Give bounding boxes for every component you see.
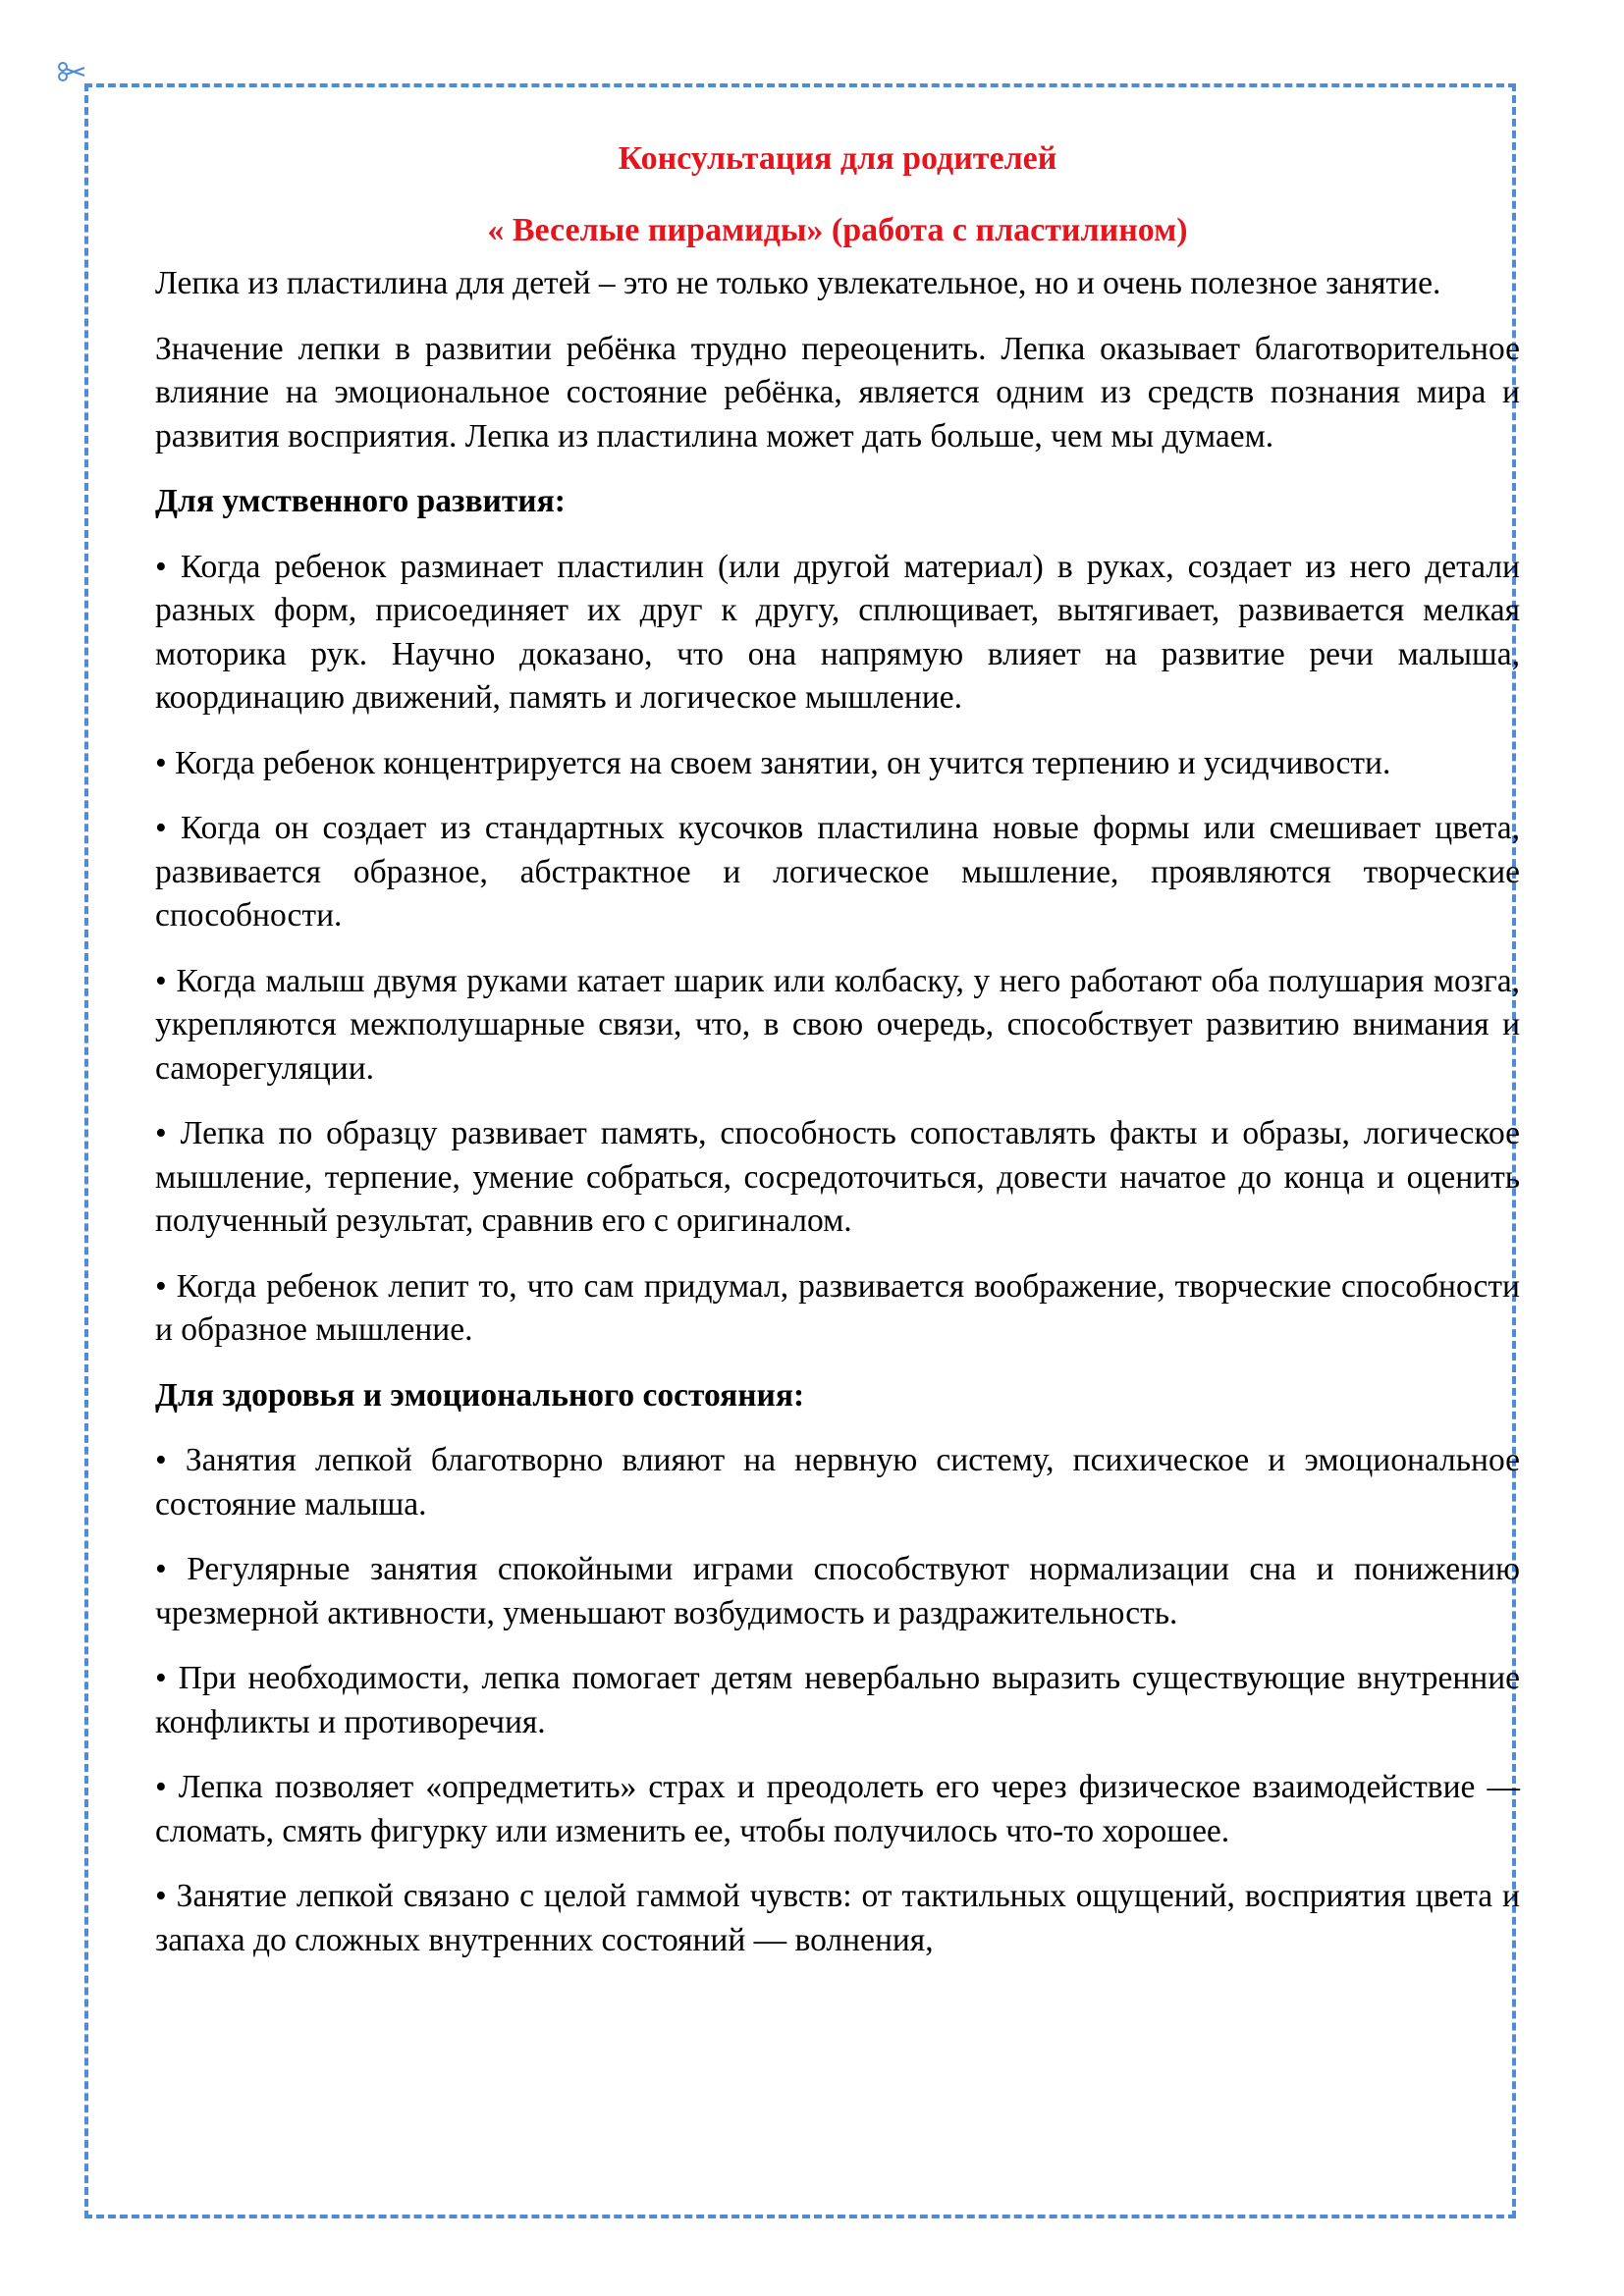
list-item: • Когда малыш двумя руками катает шарик или колбаску, у него работают оба полушария мозга, укрепляются межполушарные связи, что, в свою очередь, способствует развитию внимания и саморегуляции. <box>155 962 1520 1087</box>
section-heading-mental: Для умственного развития: <box>155 483 566 519</box>
list-item: • Лепка по образцу развивает память, способность сопоставлять факты и образы, логическое мышление, терпение, умение собраться, сосредоточиться, довести начатое до конца и оценить полученный результат, сравнив его с оригиналом. <box>155 1115 1520 1239</box>
scissors-icon <box>57 61 86 82</box>
intro-paragraph: Лепка из пластилина для детей – это не только увлекательное, но и очень полезное занятие. <box>155 265 1441 301</box>
list-item: • Когда ребенок концентрируется на своем занятии, он учится терпению и усидчивости. <box>155 744 1391 781</box>
list-item: • При необходимости, лепка помогает детям невербально выразить существующие внутренние конфликты и противоречия. <box>155 1660 1520 1740</box>
list-item: • Занятие лепкой связано с целой гаммой чувств: от тактильных ощущений, восприятия цвета и запаха до сложных внутренних состояний — волнения, <box>155 1878 1520 1958</box>
list-item: • Регулярные занятия спокойными играми способствуют нормализации сна и понижению чрезмерной активности, уменьшают возбудимость и раздражительность. <box>155 1551 1520 1631</box>
list-item: • Когда он создает из стандартных кусочков пластилина новые формы или смешивает цвета, развивается образное, абстрактное и логическое мышление, проявляются творческие способности. <box>155 810 1520 934</box>
list-item: • Лепка позволяет «опредметить» страх и преодолеть его через физическое взаимодействие — сломать, смять фигурку или изменить ее, чтобы получилось что-то хорошее. <box>155 1769 1520 1849</box>
intro-paragraph: Значение лепки в развитии ребёнка трудно переоценить. Лепка оказывает благотворительное влияние на эмоциональное состояние ребёнка, является одним из средств познания мира и развития восприятия. Лепка из пластилина может дать больше, чем мы думаем. <box>155 330 1520 454</box>
list-item: • Когда ребенок разминает пластилин (или другой материал) в руках, создает из него детали разных форм, присоединяет их друг к другу, сплющивает, вытягивает, развивается мелкая моторика рук. Научно доказано, что она напрямую влияет на развитие речи малыша, координацию движений, память и логическое мышление. <box>155 548 1520 716</box>
document-title: Консультация для родителей <box>618 140 1057 177</box>
list-item: • Занятия лепкой благотворно влияют на нервную систему, психическое и эмоциональное состояние малыша. <box>155 1442 1520 1522</box>
document-body <box>155 131 1520 1962</box>
section-heading-health: Для здоровья и эмоционального состояния: <box>155 1376 805 1414</box>
document-subtitle: « Веселые пирамиды» (работа с пластилином) <box>487 212 1188 248</box>
list-item: • Когда ребенок лепит то, что сам придумал, развивается воображение, творческие способности и образное мышление. <box>155 1267 1520 1348</box>
